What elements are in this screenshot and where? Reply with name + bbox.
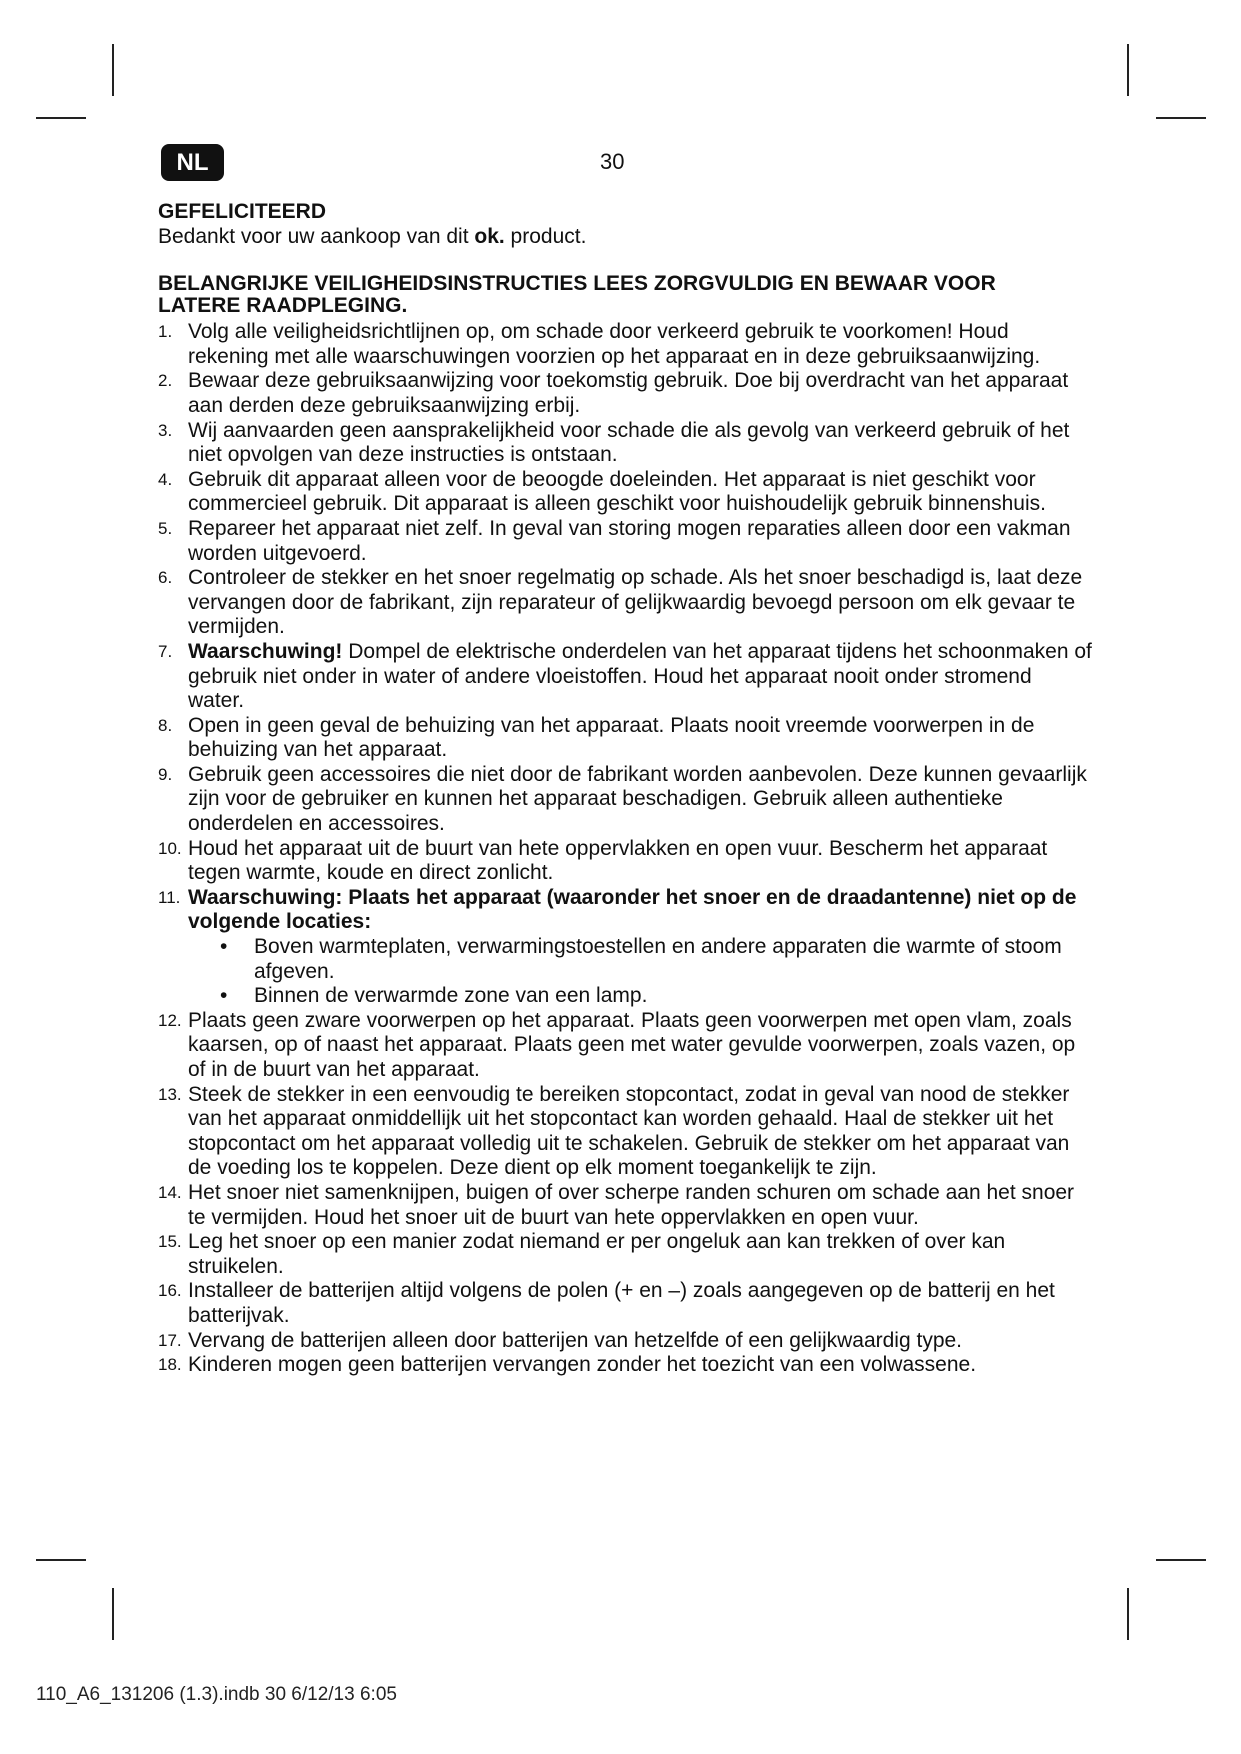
rule-number: 13. [158,1084,182,1104]
safety-rule [158,837,1093,886]
section-title-line: LATERE RAADPLEGING. [158,294,408,318]
rule-text [188,1230,1093,1279]
rule-number: 8. [158,715,173,735]
safety-rule [158,419,1093,468]
rule-number: 17. [158,1330,182,1350]
rule-text [188,1083,1093,1181]
rule-text [188,566,1093,640]
rule-body: Leg het snoer op een manier zodat niemand er per ongeluk aan kan trekken of over kan struikelen. [188,1230,1006,1278]
rule-warning: Waarschuwing! [188,639,343,663]
safety-rule [158,714,1093,763]
rule-number: 2. [158,371,173,391]
crop-mark [36,1559,86,1561]
rule-body: Vervang de batterijen alleen door batterijen van hetzelfde of een gelijkwaardig type. [188,1328,963,1352]
page-number: 30 [600,149,625,174]
safety-rule [158,886,1093,1009]
rule-text [188,837,1093,886]
rule-number: 15. [158,1232,182,1252]
safety-rule [158,640,1093,714]
bullet-icon: • [220,984,228,1008]
rule-number: 12. [158,1010,182,1030]
rule-text [188,419,1093,468]
language-badge: NL [161,144,224,181]
rule-number: 11. [158,887,181,907]
crop-mark [36,117,86,119]
rule-number: 18. [158,1355,182,1375]
rule-body: Gebruik geen accessoires die niet door de fabrikant worden aanbevolen. Deze kunnen gevaarlijk zijn voor de gebruiker en kunnen het apparaat beschadigen. Gebruik alleen authentieke onderdelen en accessoires. [188,762,1087,836]
rule-subitem-text: Boven warmteplaten, verwarmingstoestellen en andere apparaten die warmte of stoom afgeven. [254,935,1062,983]
rule-subitem [220,935,1093,984]
safety-rule [158,1181,1093,1230]
rule-text [188,468,1093,517]
rule-text [188,1353,1093,1378]
rule-subitem-text: Binnen de verwarmde zone van een lamp. [254,984,648,1008]
rule-number: 6. [158,568,173,588]
rule-body: Gebruik dit apparaat alleen voor de beoogde doeleinden. Het apparaat is niet geschikt voor commercieel gebruik. Dit apparaat is alleen geschikt voor huishoudelijk gebruik binnenshuis. [188,467,1046,516]
rule-body: Houd het apparaat uit de buurt van hete oppervlakken en open vuur. Bescherm het apparaat tegen warmte, koude en direct zonlicht. [188,836,1048,885]
rule-body: Steek de stekker in een eenvoudig te bereiken stopcontact, zodat in geval van nood de stekker van het apparaat onmiddellijk uit het stopcontact kan worden gehaald. Haal de stekker uit het stopcontact om het apparaat volledig uit te schakelen. Gebruik de stekker om het apparaat van de voeding los te koppelen. Deze dient op elk moment toegankelijk te zijn. [188,1082,1070,1180]
safety-rule [158,566,1093,640]
rule-number: 10. [158,838,182,858]
rule-body: Dompel de elektrische onderdelen van het apparaat tijdens het schoonmaken of gebruik niet onder in water of andere vloeistoffen. Houd het apparaat nooit onder stromend water. [188,639,1092,713]
safety-rule [158,468,1093,517]
crop-mark [1156,1559,1206,1561]
crop-mark [112,1588,114,1640]
safety-rule [158,1009,1093,1083]
safety-rule [158,1230,1093,1279]
rule-text [188,763,1093,837]
crop-mark [1156,117,1206,119]
intro-title: GEFELICITEERD [158,200,327,223]
rule-text [188,714,1093,763]
rule-text [188,369,1093,418]
safety-rule [158,517,1093,566]
safety-rules-list [158,320,1093,1378]
safety-rule [158,1279,1093,1328]
document-body [158,200,1093,1378]
safety-rule [158,1083,1093,1181]
rule-text [188,1279,1093,1328]
rule-number: 1. [158,322,173,342]
safety-rule [158,1353,1093,1378]
rule-sublist [188,935,1093,1009]
safety-rule [158,320,1093,369]
rule-subitem [220,984,1093,1009]
rule-body: Bewaar deze gebruiksaanwijzing voor toekomstig gebruik. Doe bij overdracht van het apparaat aan derden deze gebruiksaanwijzing erbij. [188,369,1069,417]
crop-mark [1127,1588,1129,1640]
intro-text-start: Bedankt voor uw aankoop van dit [158,224,475,248]
rule-number: 16. [158,1281,182,1301]
crop-mark [112,44,114,96]
safety-rule [158,763,1093,837]
rule-body: Het snoer niet samenknijpen, buigen of over scherpe randen schuren om schade aan het snoer te vermijden. Houd het snoer uit de buurt van hete oppervlakken en open vuur. [188,1180,1075,1229]
rule-number: 4. [158,469,173,489]
crop-mark [1127,44,1129,96]
brand-name: ok. [474,224,505,248]
rule-body: Volg alle veiligheidsrichtlijnen op, om schade door verkeerd gebruik te voorkomen! Houd rekening met alle waarschuwingen voorzien op het apparaat en in deze gebruiksaanwijzing. [188,320,1041,368]
rule-text [188,1329,1093,1354]
rule-text [188,320,1093,369]
rule-body: Repareer het apparaat niet zelf. In geval van storing mogen reparaties alleen door een vakman worden uitgevoerd. [188,516,1071,565]
rule-number: 9. [158,764,173,784]
rule-warning: Waarschuwing: Plaats het apparaat (waaronder het snoer en de draadantenne) niet op de volgende locaties: [188,885,1077,934]
rule-number: 14. [158,1182,182,1202]
print-footer: 110_A6_131206 (1.3).indb 30 6/12/13 6:05 [36,1684,397,1705]
rule-body: Kinderen mogen geen batterijen vervangen zonder het toezicht van een volwassene. [188,1353,977,1377]
section-title-line: BELANGRIJKE VEILIGHEIDSINSTRUCTIES LEES ZORGVULDIG EN BEWAAR VOOR [158,272,996,296]
rule-text [188,640,1093,714]
section-title [158,273,1093,317]
rule-number: 5. [158,518,173,538]
rule-text [188,1009,1093,1083]
rule-body: Open in geen geval de behuizing van het apparaat. Plaats nooit vreemde voorwerpen in de behuizing van het apparaat. [188,713,1035,762]
rule-text [188,1181,1093,1230]
intro-text-end: product. [504,224,587,248]
rule-body: Plaats geen zware voorwerpen op het apparaat. Plaats geen voorwerpen met open vlam, zoals kaarsen, op of naast het apparaat. Plaats geen met water gevulde voorwerpen, zoals vazen, op of in de buurt van het apparaat. [188,1008,1076,1081]
rule-body: Wij aanvaarden geen aansprakelijkheid voor schade die als gevolg van verkeerd gebruik of het niet opvolgen van deze instructies is ontstaan. [188,418,1070,467]
intro-text [158,225,1093,250]
rule-number: 3. [158,420,173,440]
rule-text [188,517,1093,566]
safety-rule [158,369,1093,418]
rule-number: 7. [158,641,173,661]
safety-rule [158,1329,1093,1354]
rule-body: Controleer de stekker en het snoer regelmatig op schade. Als het snoer beschadigd is, laat deze vervangen door de fabrikant, zijn reparateur of gelijkwaardig bevoegd persoon om elk gevaar te vermijden. [188,566,1083,639]
rule-text [188,886,1093,1009]
bullet-icon: • [220,935,228,959]
rule-body: Installeer de batterijen altijd volgens de polen (+ en –) zoals aangegeven op de batterij en het batterijvak. [188,1279,1055,1327]
